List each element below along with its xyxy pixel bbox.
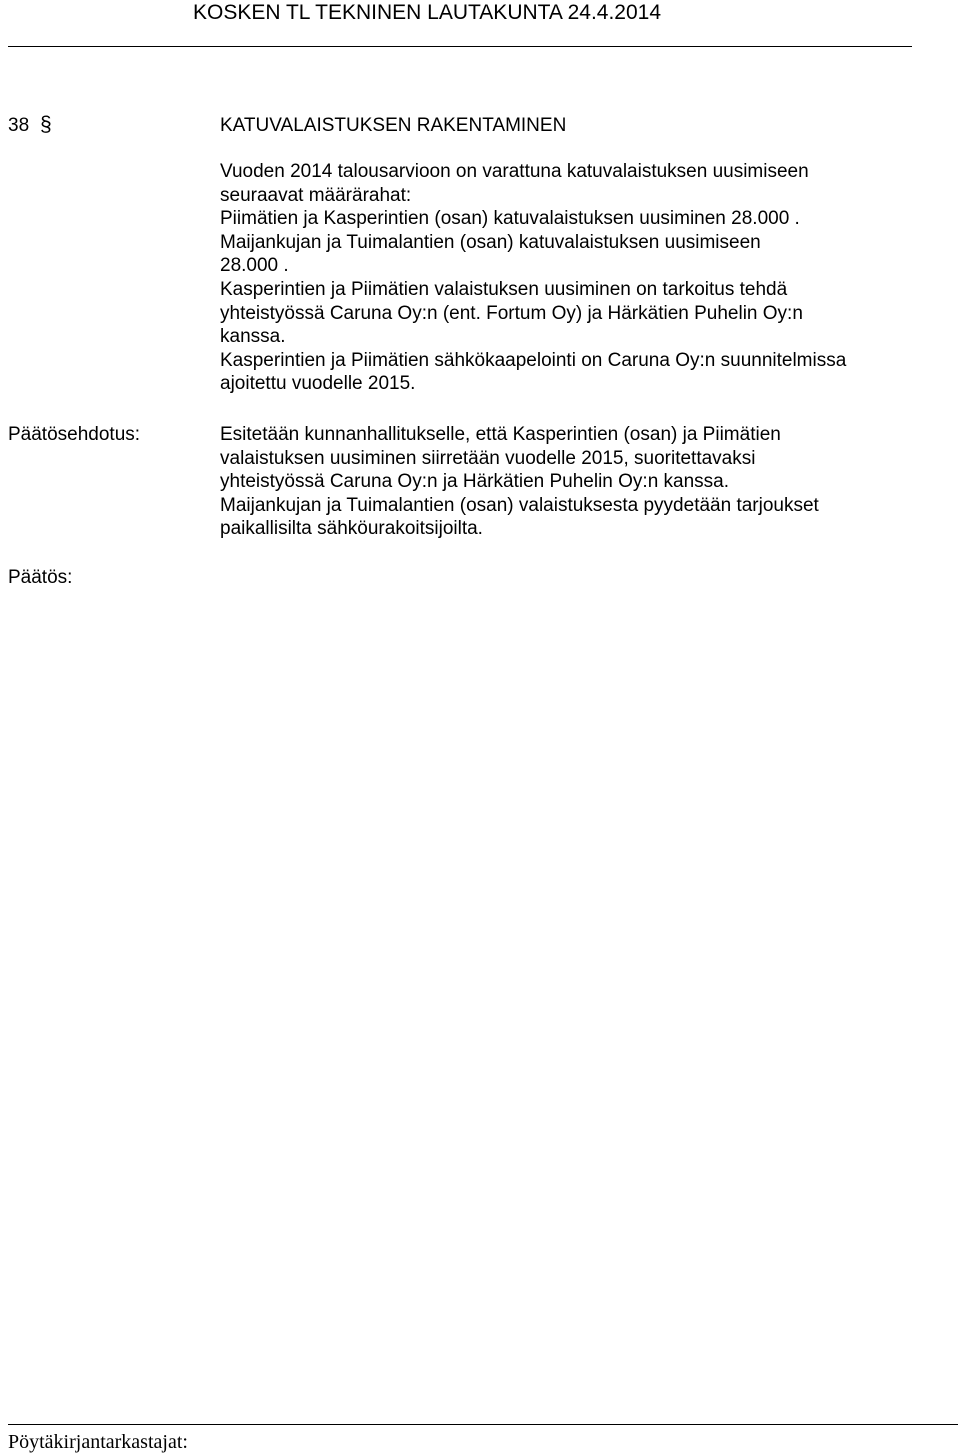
intro-line: 28.000 . (220, 255, 289, 277)
section-intro-text (220, 160, 846, 396)
intro-line: Vuoden 2014 talousarvioon on varattuna katuvalaistuksen uusimiseen (220, 161, 809, 182)
minutes-reviewers-label: Pöytäkirjantarkastajat: (8, 1431, 188, 1453)
document-header-title: KOSKEN TL TEKNINEN LAUTAKUNTA 24.4.2014 (193, 1, 662, 24)
intro-line: Maijankujan ja Tuimalantien (osan) katuvalaistuksen uusimiseen (220, 231, 761, 253)
header-divider (8, 46, 912, 47)
proposal-line: Esitetään kunnanhallitukselle, että Kasperintien (osan) ja Piimätien (220, 424, 781, 445)
proposal-line: paikallisilta sähköurakoitsijoilta. (220, 518, 483, 540)
intro-line: seuraavat määrärahat: (220, 184, 412, 206)
intro-line: Piimätien ja Kasperintien (osan) katuvalaistuksen uusiminen 28.000 . (220, 208, 800, 230)
section-sign: § (40, 113, 52, 136)
intro-line: ajoitettu vuodelle 2015. (220, 373, 416, 395)
section-title: KATUVALAISTUKSEN RAKENTAMINEN (220, 115, 567, 136)
proposal-line: Maijankujan ja Tuimalantien (osan) valaistuksesta pyydetään tarjoukset (220, 494, 819, 516)
intro-line: Kasperintien ja Piimätien valaistuksen uusiminen on tarkoitus tehdä (220, 278, 788, 300)
proposal-label: Päätösehdotus: (8, 424, 141, 445)
intro-line: kanssa. (220, 326, 286, 348)
proposal-text (220, 423, 819, 541)
section-heading (8, 113, 566, 138)
intro-line: Kasperintien ja Piimätien sähkökaapelointi on Caruna Oy:n suunnitelmissa (220, 349, 847, 371)
footer-divider (8, 1424, 958, 1425)
proposal-line: valaistuksen uusiminen siirretään vuodelle 2015, suoritettavaksi (220, 447, 756, 469)
intro-line: yhteistyössä Caruna Oy:n (ent. Fortum Oy) ja Härkätien Puhelin Oy:n (220, 302, 803, 324)
proposal-line: yhteistyössä Caruna Oy:n ja Härkätien Puhelin Oy:n kanssa. (220, 471, 730, 493)
section-number: 38 (8, 115, 30, 136)
decision-label: Päätös: (8, 567, 73, 588)
